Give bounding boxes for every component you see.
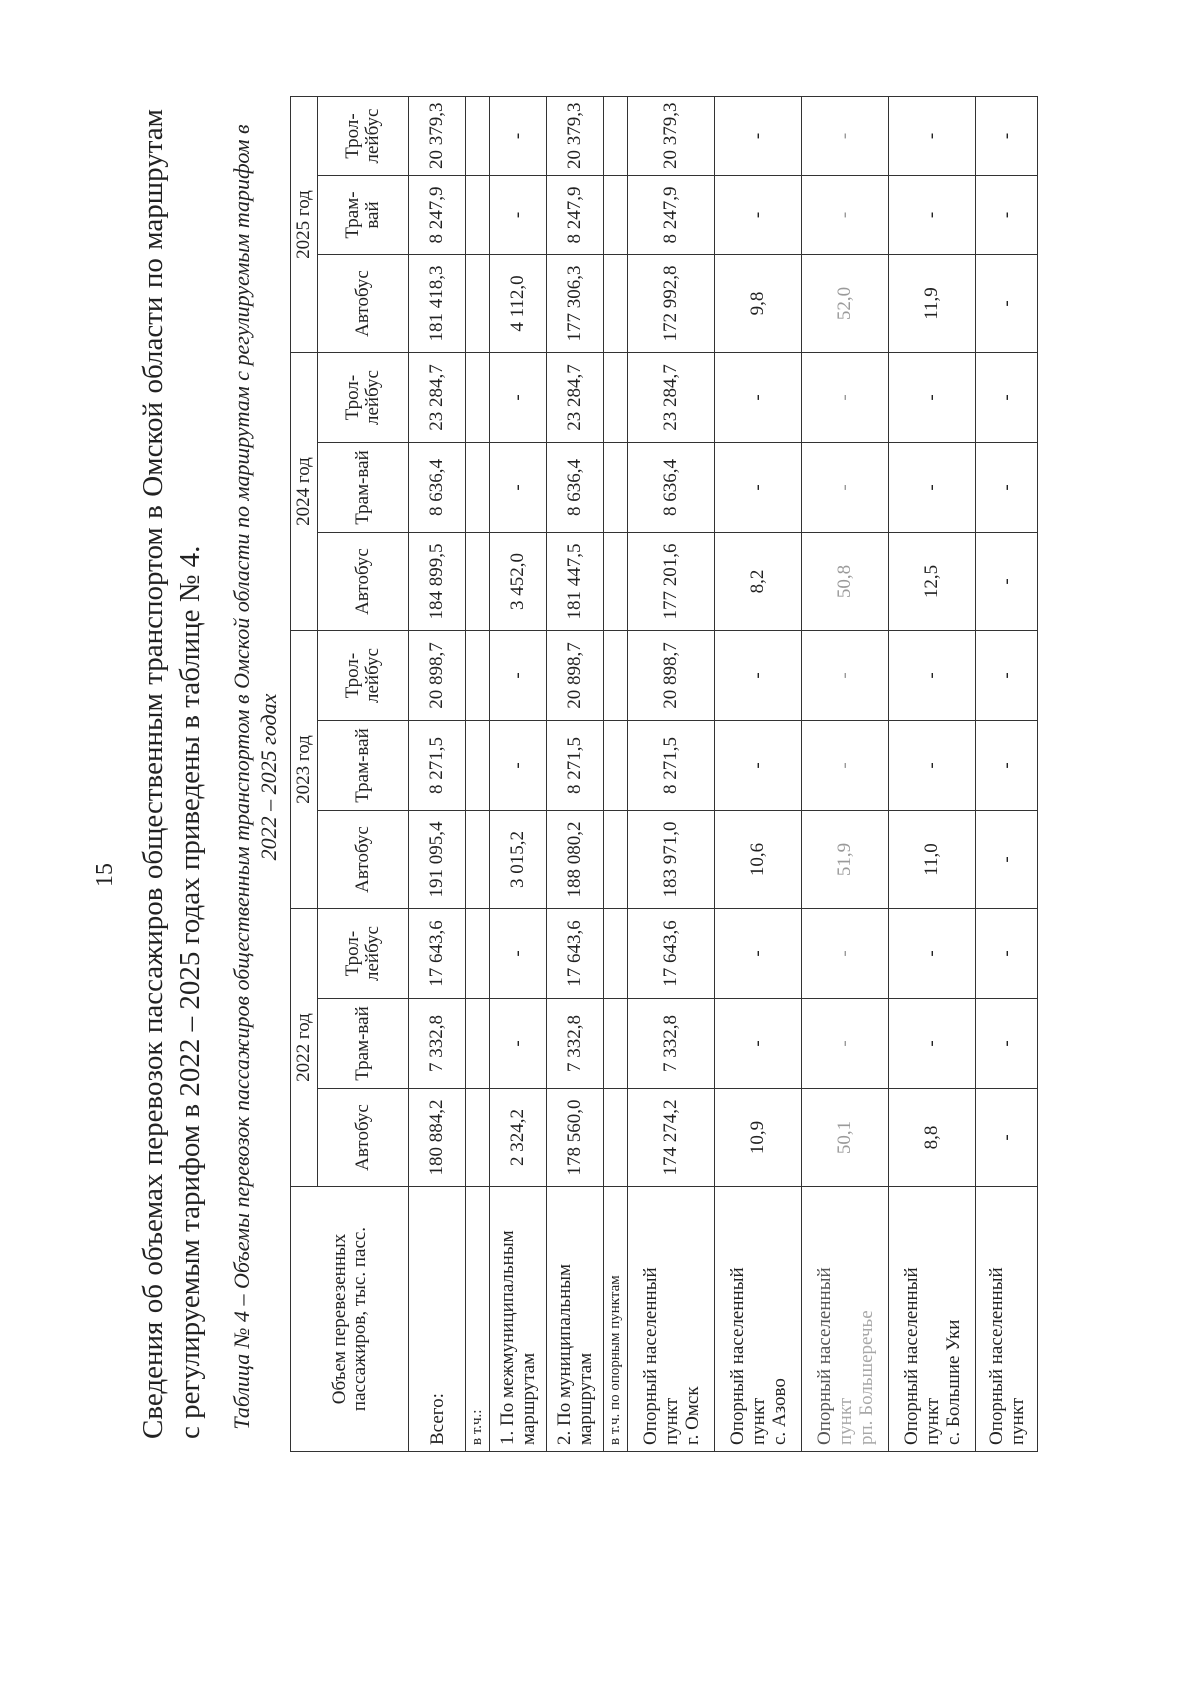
value-cell: 178 560,0 — [547, 1089, 604, 1187]
value-cell: - — [976, 811, 1038, 909]
table-row — [604, 97, 628, 1452]
value-cell: 12,5 — [889, 533, 976, 631]
value-cell — [604, 176, 628, 255]
value-cell: 8 636,4 — [409, 443, 466, 533]
value-cell — [466, 811, 490, 909]
transport-type-header: Трол-лейбус — [318, 631, 409, 721]
row-label-line: Опорный населенный — [639, 1267, 661, 1445]
value-cell — [466, 97, 490, 176]
transport-type-header: Трам-вай — [318, 721, 409, 811]
value-cell — [604, 721, 628, 811]
value-cell: - — [490, 999, 547, 1089]
value-cell: 184 899,5 — [409, 533, 466, 631]
value-cell — [466, 721, 490, 811]
value-cell: 10,9 — [715, 1089, 802, 1187]
year-header: 2024 год — [291, 353, 318, 631]
value-cell — [604, 443, 628, 533]
value-cell: 52,0 — [802, 255, 889, 353]
value-cell: 11,9 — [889, 255, 976, 353]
row-label — [466, 1187, 490, 1452]
value-cell: - — [889, 631, 976, 721]
value-cell: - — [490, 97, 547, 176]
transport-type-header: Трол-лейбус — [318, 909, 409, 999]
value-cell: 20 898,7 — [547, 631, 604, 721]
value-cell: - — [889, 909, 976, 999]
value-cell: - — [802, 909, 889, 999]
row-label — [802, 1187, 889, 1452]
row-label-line: пункт — [921, 1397, 943, 1445]
value-cell: - — [802, 999, 889, 1089]
row-label-line: Опорный населенный — [726, 1267, 748, 1445]
row-label-line: с. Азово — [768, 1378, 790, 1445]
value-cell: 20 898,7 — [628, 631, 715, 721]
value-cell: 177 201,6 — [628, 533, 715, 631]
value-cell — [604, 255, 628, 353]
value-cell: 172 992,8 — [628, 255, 715, 353]
caption-line-1: Таблица № 4 – Объемы перевозок пассажиров общественным транспортом в Омской области по маршрутам с регулируемым тарифом в — [229, 124, 254, 1430]
value-cell: 8,2 — [715, 533, 802, 631]
caption-line-2: 2022 – 2025 годах — [256, 693, 281, 861]
value-cell — [604, 353, 628, 443]
value-cell: - — [976, 999, 1038, 1089]
value-cell: 20 379,3 — [628, 97, 715, 176]
value-cell: - — [490, 721, 547, 811]
value-cell: 8 271,5 — [628, 721, 715, 811]
value-cell: - — [490, 176, 547, 255]
row-label — [715, 1187, 802, 1452]
row-label — [628, 1187, 715, 1452]
value-cell: - — [715, 909, 802, 999]
row-label-line: пункт — [834, 1397, 856, 1445]
value-cell: 11,0 — [889, 811, 976, 909]
value-cell: 8 636,4 — [547, 443, 604, 533]
row-label-line: маршрутам — [575, 1352, 596, 1445]
row-label-line: Опорный населенный — [985, 1267, 1007, 1445]
table-row — [628, 97, 715, 1452]
passenger-volume-table — [290, 96, 1038, 1452]
table-row — [547, 97, 604, 1452]
row-label-line: г. Омск — [681, 1386, 703, 1445]
value-cell: - — [889, 353, 976, 443]
row-label-line: в т.ч. по опорным пунктам — [607, 1275, 623, 1445]
table-caption — [228, 112, 282, 1442]
value-cell: 23 284,7 — [628, 353, 715, 443]
table-row — [490, 97, 547, 1452]
value-cell: 10,6 — [715, 811, 802, 909]
row-label-line: 2. По муниципальным — [554, 1263, 575, 1445]
value-cell: - — [715, 631, 802, 721]
value-cell: - — [976, 97, 1038, 176]
value-cell: - — [802, 176, 889, 255]
value-cell: - — [976, 533, 1038, 631]
row-label — [976, 1187, 1038, 1452]
table-row — [802, 97, 889, 1452]
row-label-line: пункт — [1006, 1397, 1028, 1445]
value-cell: - — [715, 721, 802, 811]
value-cell: - — [490, 353, 547, 443]
value-cell: - — [976, 443, 1038, 533]
value-cell: 8 247,9 — [409, 176, 466, 255]
value-cell: - — [976, 909, 1038, 999]
value-cell: - — [976, 255, 1038, 353]
value-cell: - — [889, 999, 976, 1089]
table-row — [976, 97, 1038, 1452]
value-cell: 50,1 — [802, 1089, 889, 1187]
year-header: 2023 год — [291, 631, 318, 909]
year-header: 2022 год — [291, 909, 318, 1187]
value-cell: 183 971,0 — [628, 811, 715, 909]
value-cell — [466, 631, 490, 721]
value-cell: - — [715, 999, 802, 1089]
value-cell: 8,8 — [889, 1089, 976, 1187]
value-cell: - — [889, 97, 976, 176]
transport-type-header: Автобус — [318, 1089, 409, 1187]
row-label-line: пункт — [747, 1397, 769, 1445]
transport-type-header: Трам-вай — [318, 176, 409, 255]
value-cell: 8 247,9 — [547, 176, 604, 255]
value-cell: 17 643,6 — [409, 909, 466, 999]
header-row-years — [291, 97, 318, 1452]
value-cell: 177 306,3 — [547, 255, 604, 353]
row-label-line: маршрутам — [518, 1352, 539, 1445]
value-cell: 51,9 — [802, 811, 889, 909]
value-cell — [466, 255, 490, 353]
value-cell: 7 332,8 — [409, 999, 466, 1089]
value-cell: - — [490, 631, 547, 721]
value-cell: - — [802, 97, 889, 176]
year-header: 2025 год — [291, 97, 318, 353]
value-cell — [604, 97, 628, 176]
value-cell: 50,8 — [802, 533, 889, 631]
row-label-line: Опорный населенный — [813, 1267, 835, 1445]
value-cell: - — [976, 353, 1038, 443]
value-cell — [466, 999, 490, 1089]
value-cell — [466, 1089, 490, 1187]
value-cell: 181 418,3 — [409, 255, 466, 353]
transport-type-header: Автобус — [318, 533, 409, 631]
row-label-line: 1. По межмуниципальным — [497, 1230, 518, 1445]
value-cell: - — [715, 176, 802, 255]
intro-paragraph: Сведения об объемах перевозок пассажиров общественным транспортом в Омской области по маршрутам с регулируемым тарифом в 2022 – 2025 годах приведены в таблице № 4. — [137, 109, 206, 1439]
value-cell: - — [802, 721, 889, 811]
value-cell: - — [889, 443, 976, 533]
value-cell: 3 452,0 — [490, 533, 547, 631]
row-label — [490, 1187, 547, 1452]
value-cell: - — [889, 176, 976, 255]
value-cell: 20 898,7 — [409, 631, 466, 721]
table-row — [409, 97, 466, 1452]
value-cell: - — [802, 631, 889, 721]
value-cell: - — [802, 353, 889, 443]
value-cell — [466, 533, 490, 631]
value-cell: 23 284,7 — [547, 353, 604, 443]
value-cell: - — [976, 176, 1038, 255]
value-cell — [604, 811, 628, 909]
row-label-line: в т.ч.: — [469, 1409, 485, 1445]
value-cell — [604, 533, 628, 631]
value-cell: 20 379,3 — [547, 97, 604, 176]
row-label — [547, 1187, 604, 1452]
row-label-line: с. Большие Уки — [942, 1319, 964, 1445]
value-cell: 2 324,2 — [490, 1089, 547, 1187]
value-cell: 3 015,2 — [490, 811, 547, 909]
value-cell — [604, 999, 628, 1089]
row-label-line: Опорный населенный — [900, 1267, 922, 1445]
value-cell: - — [490, 443, 547, 533]
row-label — [604, 1187, 628, 1452]
transport-type-header: Трам-вай — [318, 999, 409, 1089]
value-cell — [466, 176, 490, 255]
value-cell: - — [976, 721, 1038, 811]
table-row — [715, 97, 802, 1452]
value-cell: 17 643,6 — [628, 909, 715, 999]
value-cell: 8 271,5 — [547, 721, 604, 811]
value-cell: 9,8 — [715, 255, 802, 353]
value-cell: - — [715, 443, 802, 533]
corner-header: Объем перевезенных пассажиров, тыс. пасс. — [291, 1187, 409, 1452]
value-cell: - — [490, 909, 547, 999]
value-cell: 188 080,2 — [547, 811, 604, 909]
row-label-line: пункт — [660, 1397, 682, 1445]
row-label-line: рп. Большеречье — [855, 1310, 877, 1445]
table-row — [889, 97, 976, 1452]
value-cell: - — [715, 97, 802, 176]
value-cell — [604, 909, 628, 999]
value-cell — [604, 631, 628, 721]
value-cell: - — [976, 1089, 1038, 1187]
value-cell: - — [802, 443, 889, 533]
table-row — [466, 97, 490, 1452]
transport-type-header: Трам-вай — [318, 443, 409, 533]
transport-type-header: Трол-лейбус — [318, 353, 409, 443]
value-cell: 8 271,5 — [409, 721, 466, 811]
value-cell: 17 643,6 — [547, 909, 604, 999]
value-cell: 174 274,2 — [628, 1089, 715, 1187]
transport-type-header: Автобус — [318, 811, 409, 909]
value-cell: 23 284,7 — [409, 353, 466, 443]
value-cell: 7 332,8 — [547, 999, 604, 1089]
value-cell: 8 636,4 — [628, 443, 715, 533]
value-cell: 180 884,2 — [409, 1089, 466, 1187]
transport-type-header: Автобус — [318, 255, 409, 353]
page-number: 15 — [92, 863, 118, 887]
value-cell: - — [715, 353, 802, 443]
value-cell: 8 247,9 — [628, 176, 715, 255]
value-cell — [466, 443, 490, 533]
row-label — [889, 1187, 976, 1452]
value-cell: 20 379,3 — [409, 97, 466, 176]
value-cell: 4 112,0 — [490, 255, 547, 353]
value-cell — [604, 1089, 628, 1187]
row-label-line: Всего: — [426, 1393, 448, 1445]
value-cell: 191 095,4 — [409, 811, 466, 909]
value-cell — [466, 909, 490, 999]
transport-type-header: Трол-лейбус — [318, 97, 409, 176]
value-cell: 181 447,5 — [547, 533, 604, 631]
value-cell: - — [976, 631, 1038, 721]
value-cell: 7 332,8 — [628, 999, 715, 1089]
value-cell: - — [889, 721, 976, 811]
value-cell — [466, 353, 490, 443]
row-label — [409, 1187, 466, 1452]
